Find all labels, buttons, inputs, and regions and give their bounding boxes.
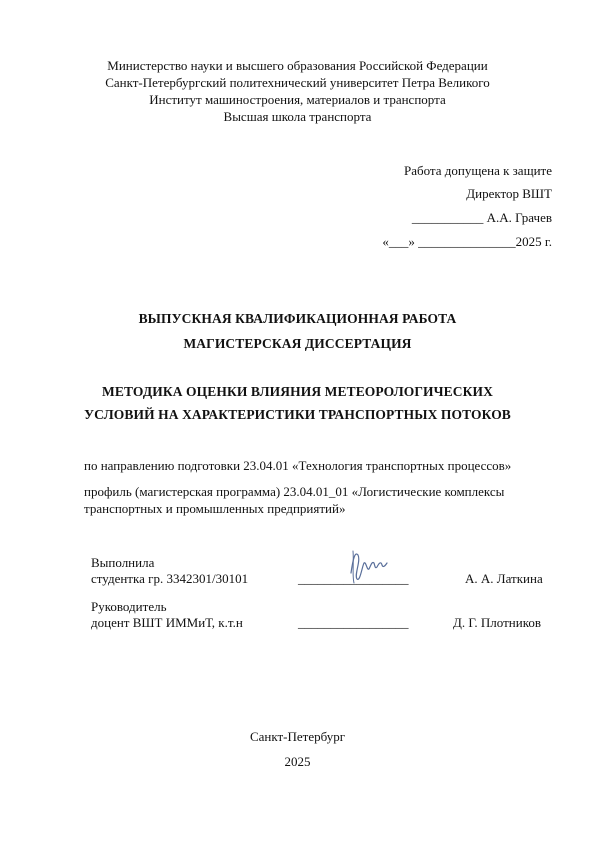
approval-admitted: Работа допущена к защите	[403, 163, 552, 178]
university-line: Санкт-Петербургский политехнический университет Петра Великого	[105, 75, 490, 90]
work-type: ВЫПУСКНАЯ КВАЛИФИКАЦИОННАЯ РАБОТА	[138, 311, 457, 326]
city: Санкт-Петербург	[249, 729, 346, 744]
author-position: студентка гр. 3342301/30101	[91, 571, 249, 586]
institute-line: Институт машиностроения, материалов и транспорта	[149, 92, 446, 107]
school-line: Высшая школа транспорта	[223, 109, 372, 124]
author-name: А. А. Латкина	[465, 571, 543, 586]
profile-line-2: транспортных и промышленных предприятий»	[84, 501, 346, 516]
author-role: Выполнила	[91, 555, 155, 570]
supervisor-signature-line: _________________	[298, 615, 409, 630]
work-subtype: МАГИСТЕРСКАЯ ДИССЕРТАЦИЯ	[183, 336, 412, 351]
topic-line-2: УСЛОВИЙ НА ХАРАКТЕРИСТИКИ ТРАНСПОРТНЫХ ПОТОКОВ	[84, 407, 511, 422]
approval-signature: ___________ А.А. Грачев	[411, 210, 552, 225]
year: 2025	[284, 754, 311, 769]
author-signature-icon	[345, 545, 395, 585]
approval-director: Директор ВШТ	[466, 186, 552, 201]
author-signature-line: _________________	[298, 571, 409, 586]
topic-line-1: МЕТОДИКА ОЦЕНКИ ВЛИЯНИЯ МЕТЕОРОЛОГИЧЕСКИХ	[102, 384, 493, 399]
approval-date: «___» _______________2025 г.	[382, 234, 552, 249]
ministry-line: Министерство науки и высшего образования Российской Федерации	[107, 58, 488, 73]
supervisor-name: Д. Г. Плотников	[453, 615, 542, 630]
supervisor-position: доцент ВШТ ИММиТ, к.т.н	[91, 615, 243, 630]
supervisor-role: Руководитель	[91, 599, 167, 614]
direction-line: по направлению подготовки 23.04.01 «Технология транспортных процессов»	[84, 458, 512, 473]
profile-line-1: профиль (магистерская программа) 23.04.01_01 «Логистические комплексы	[84, 484, 505, 499]
